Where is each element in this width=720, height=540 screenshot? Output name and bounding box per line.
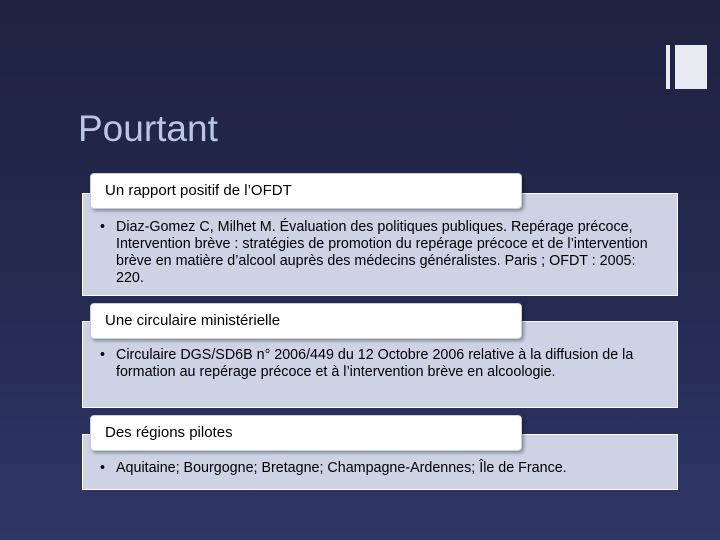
- section-header: [90, 173, 522, 209]
- bullet-icon: •: [100, 460, 106, 476]
- section-bullet-text: Aquitaine; Bourgogne; Bretagne; Champagne-Ardennes; Île de France.: [116, 460, 567, 476]
- slide-title: Pourtant: [78, 108, 218, 149]
- bullet-icon: •: [100, 219, 106, 235]
- corner-bar-thin: [666, 45, 670, 89]
- section-header-label: Une circulaire ministérielle: [105, 312, 281, 329]
- bullet-icon: •: [100, 347, 106, 363]
- section-bullet: [100, 347, 661, 381]
- section-bullet: [100, 460, 661, 477]
- section-header-label: Des régions pilotes: [105, 424, 233, 441]
- section-header-label: Un rapport positif de l’OFDT: [105, 182, 292, 199]
- corner-bar-thick: [675, 45, 707, 89]
- section-header: [90, 303, 522, 339]
- section-bullet-text: Diaz-Gomez C, Milhet M. Évaluation des politiques publiques. Repérage précoce, Intervention brève : stratégies de promotion du repérage précoce et de l’intervention brève en matière d’alcool auprès des médecins généralistes. Paris ; OFDT : 2005: 220.: [116, 219, 648, 286]
- section-header: [90, 415, 522, 451]
- section-bullet: [100, 219, 661, 287]
- section-bullet-text: Circulaire DGS/SD6B n° 2006/449 du 12 Octobre 2006 relative à la diffusion de la formation au repérage précoce et à l’intervention brève en alcoologie.: [116, 347, 634, 380]
